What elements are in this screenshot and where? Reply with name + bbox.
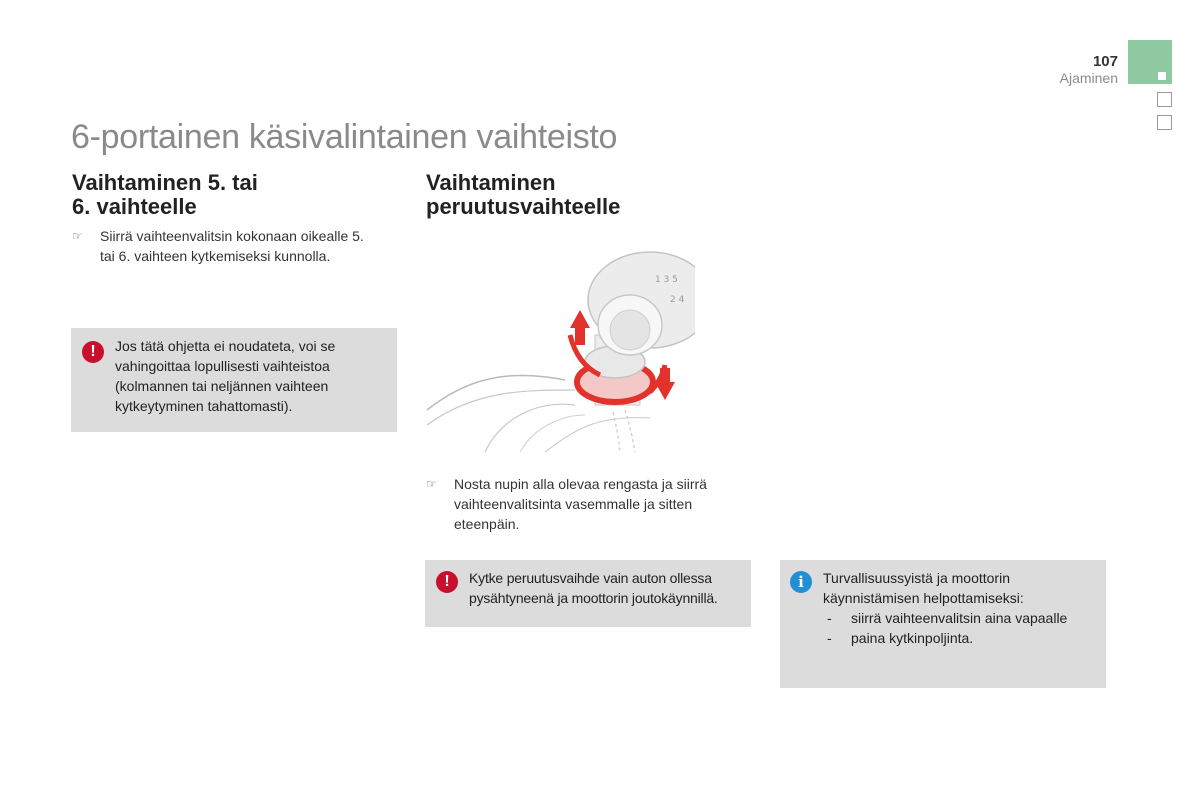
heading-reverse-gear — [426, 171, 746, 219]
instruction-text: Siirrä vaihteenvalitsin kokonaan oikealle 5. tai 6. vaihteen kytkemiseksi kunnolla. — [100, 228, 364, 264]
info-list-item — [823, 628, 1098, 648]
warning-icon: ! — [82, 341, 104, 363]
info-note — [780, 560, 1106, 688]
warning-text: Jos tätä ohjetta ei noudateta, voi se vahingoittaa lopullisesti vaihteistoa (kolmannen tai neljännen vaihteen kytkeytyminen tahattomasti). — [115, 338, 336, 414]
info-list-text: paina kytkinpoljinta. — [851, 630, 974, 646]
heading-line: 6. vaihteelle — [72, 194, 197, 219]
section-tab-empty — [1157, 92, 1172, 107]
page-title: 6-portainen käsivalintainen vaihteisto — [71, 118, 618, 156]
instruction-text: Nosta nupin alla olevaa rengasta ja siirrä vaihteenvalitsinta vasemmalle ja sitten eteenpäin. — [454, 476, 707, 532]
svg-text:2 4: 2 4 — [670, 295, 685, 305]
list-dash: - — [827, 610, 832, 626]
info-content — [823, 568, 1098, 648]
page-number: 107 — [1092, 53, 1118, 70]
info-list-item — [823, 608, 1098, 628]
section-tab-marker — [1158, 72, 1166, 80]
section-tab-empty — [1157, 115, 1172, 130]
list-dash: - — [827, 630, 832, 646]
info-list-text: siirrä vaihteenvalitsin aina vapaalle — [851, 610, 1068, 626]
heading-line: peruutusvaihteelle — [426, 194, 621, 219]
pointing-hand-icon: ☞ — [426, 477, 437, 491]
warning-icon: ! — [436, 571, 458, 593]
section-name: Ajaminen — [1059, 70, 1118, 86]
warning-note — [425, 560, 751, 627]
info-icon: i — [790, 571, 812, 593]
warning-note — [71, 328, 397, 432]
heading-5-6-gear — [72, 171, 372, 219]
pointing-hand-icon: ☞ — [72, 229, 83, 243]
info-intro: Turvallisuussyistä ja moottorin käynnistämisen helpottamiseksi: — [823, 570, 1024, 606]
svg-text:1 3 5: 1 3 5 — [655, 275, 678, 285]
warning-text: Kytke peruutusvaihde vain auton ollessa pysähtyneenä ja moottorin joutokäynnillä. — [469, 570, 718, 606]
instruction-bullet — [72, 226, 382, 266]
gear-lever-illustration — [425, 240, 695, 455]
heading-line: Vaihtaminen — [426, 170, 556, 195]
heading-line: Vaihtaminen 5. tai — [72, 170, 258, 195]
instruction-bullet — [426, 474, 746, 534]
